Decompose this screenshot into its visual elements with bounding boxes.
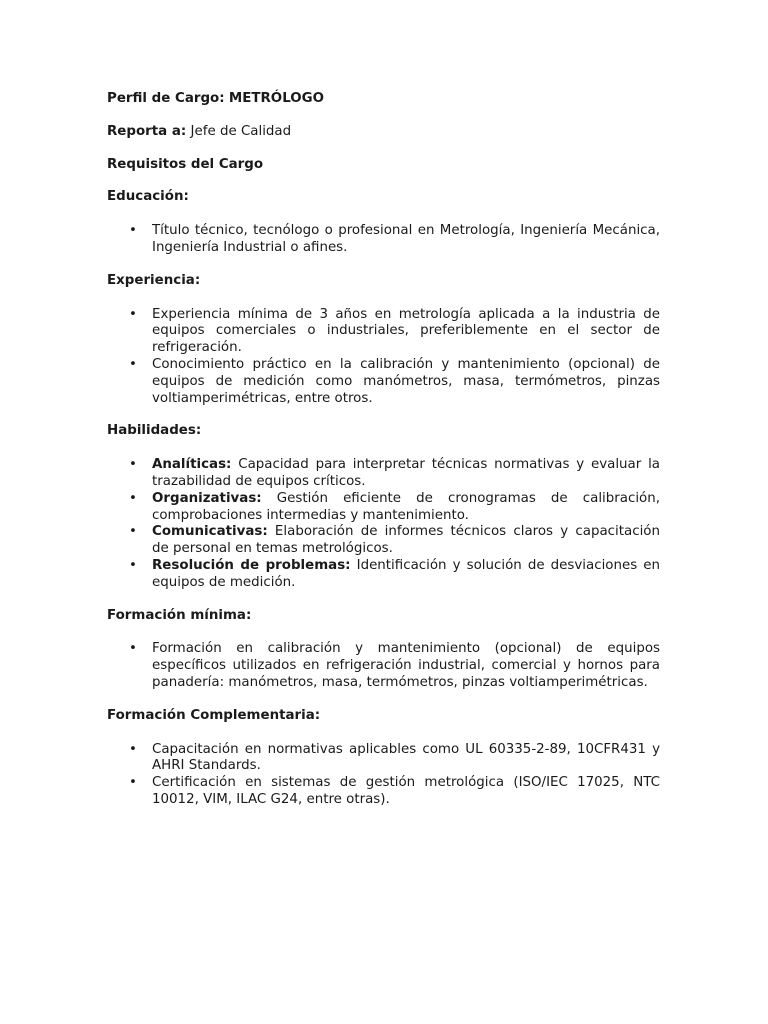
bullet-icon: •	[129, 557, 137, 573]
reports-value: Jefe de Calidad	[190, 123, 292, 139]
bullet-icon: •	[129, 775, 137, 791]
list-item	[107, 775, 660, 809]
bullet-icon: •	[129, 490, 137, 506]
skill-text: Capacidad para interpretar técnicas normativas y evaluar la trazabilidad de equipos críticos.	[152, 457, 660, 489]
skill-text: Identificación y solución de desviaciones en equipos de medición.	[152, 557, 660, 590]
requirements-heading: Requisitos del Cargo	[107, 156, 264, 172]
list-item	[107, 558, 660, 592]
bullet-icon: •	[129, 306, 137, 322]
bullet-icon: •	[129, 524, 137, 540]
complementary-training-list	[107, 742, 660, 809]
skills-heading: Habilidades:	[107, 423, 202, 439]
bullet-icon: •	[129, 641, 137, 657]
minimum-training-list	[107, 641, 660, 691]
profile-value: METRÓLOGO	[228, 91, 325, 106]
list-item	[107, 457, 660, 491]
list-item-text: Título técnico, tecnólogo o profesional en Metrología, Ingeniería Mecánica, Ingeniería Industrial o afines.	[152, 223, 660, 255]
list-item	[107, 223, 660, 257]
education-list	[107, 223, 660, 257]
list-item	[107, 524, 660, 558]
reports-label: Reporta a:	[107, 123, 187, 139]
list-item	[107, 307, 660, 357]
document-page	[107, 91, 660, 809]
bullet-icon: •	[129, 356, 137, 372]
list-item-text: Capacitación en normativas aplicables como UL 60335-2-89, 10CFR431 y AHRI Standards.	[152, 741, 660, 774]
bullet-icon: •	[129, 223, 137, 239]
bullet-icon: •	[129, 741, 137, 757]
list-item	[107, 641, 660, 691]
list-item	[107, 491, 660, 525]
bullet-icon: •	[129, 457, 137, 473]
list-item	[107, 357, 660, 407]
education-heading: Educación:	[107, 189, 189, 205]
list-item-text: Certificación en sistemas de gestión metrológica (ISO/IEC 17025, NTC 10012, VIM, ILAC G24, entre otras).	[152, 775, 660, 807]
skills-list	[107, 457, 660, 591]
skill-term: Organizativas:	[152, 490, 262, 506]
complementary-training-heading: Formación Complementaria:	[107, 707, 321, 723]
skill-term: Comunicativas:	[152, 524, 268, 540]
skill-text: Gestión eficiente de cronogramas de calibración, comprobaciones intermedias y mantenimiento.	[152, 490, 660, 523]
profile-label: Perfil de Cargo:	[107, 91, 225, 106]
minimum-training-heading: Formación mínima:	[107, 607, 252, 623]
profile-line	[107, 91, 660, 108]
skill-term: Analíticas:	[152, 457, 232, 473]
list-item-text: Conocimiento práctico en la calibración y mantenimiento (opcional) de equipos de medición como manómetros, masa, termómetros, pinzas voltiamperimétricas, entre otros.	[152, 356, 660, 406]
list-item	[107, 742, 660, 776]
skill-term: Resolución de problemas:	[152, 557, 351, 573]
list-item-text: Formación en calibración y mantenimiento (opcional) de equipos específicos utilizados en refrigeración industrial, comercial y hornos para panadería: manómetros, masa, termómetros, pinzas voltiamperimétricas.	[152, 641, 660, 690]
skill-text: Elaboración de informes técnicos claros y capacitación de personal en temas metrológicos.	[152, 524, 660, 557]
experience-heading: Experiencia:	[107, 272, 201, 288]
experience-list	[107, 307, 660, 408]
reports-line	[107, 124, 660, 141]
list-item-text: Experiencia mínima de 3 años en metrología aplicada a la industria de equipos comerciales o industriales, preferiblemente en el sector de refrigeración.	[152, 306, 660, 356]
